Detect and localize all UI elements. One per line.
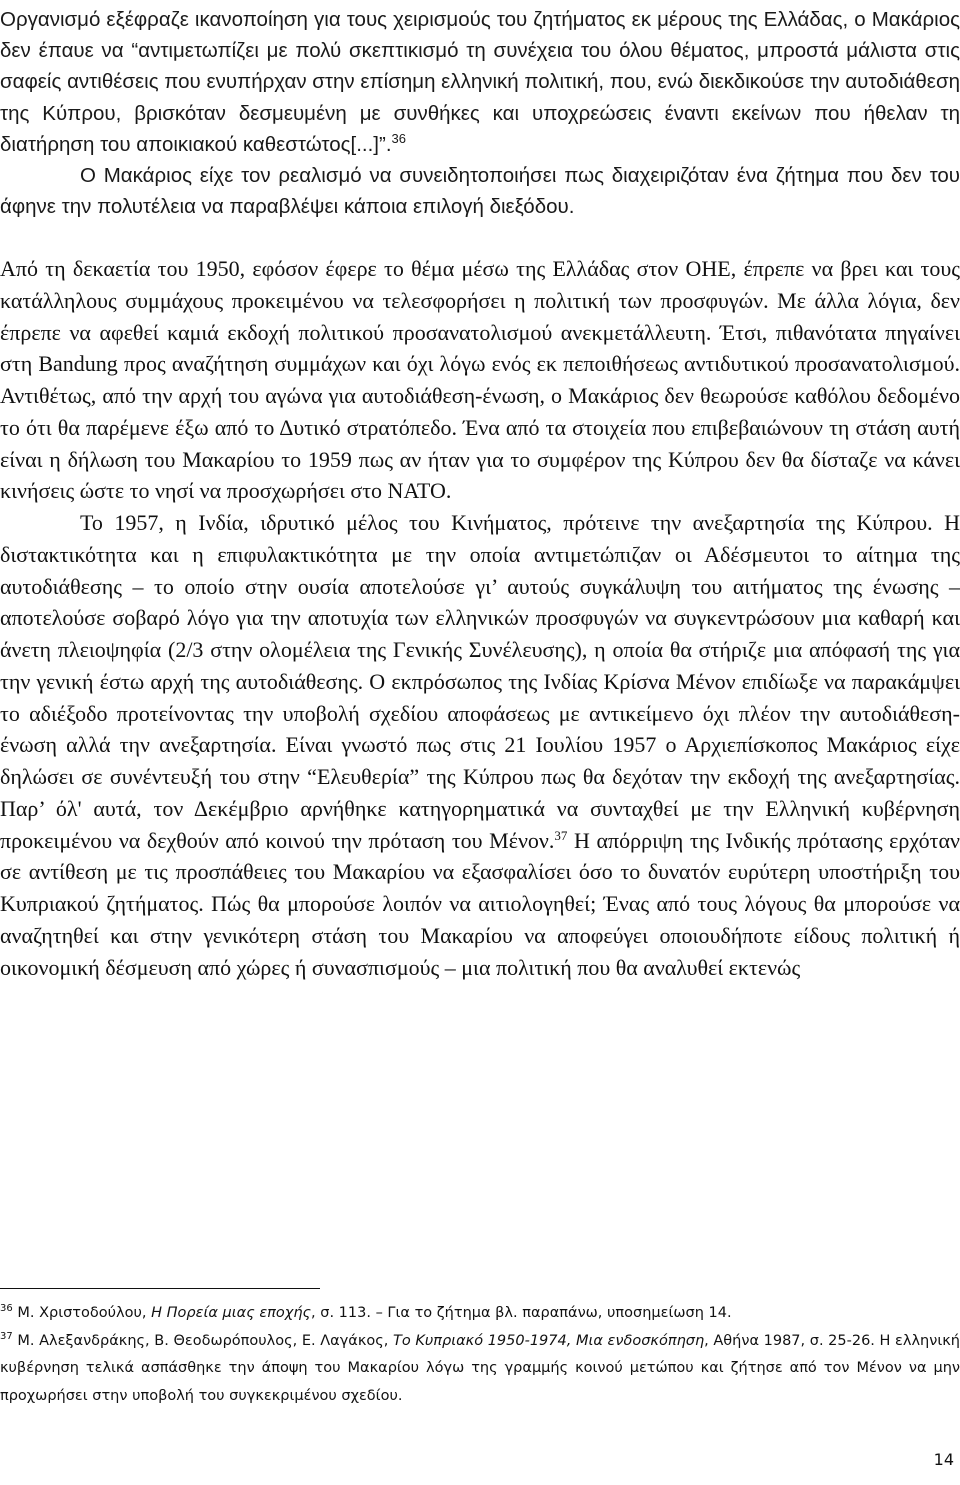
paragraph-india — [0, 507, 960, 983]
footnotes — [0, 1300, 960, 1410]
paragraph-text: Το 1957, η Ινδία, ιδρυτικό μέλος του Κινήματος, πρότεινε την ανεξαρτησία της Κύπρου. Η διστακτικότητα και η επιφυλακτικότητα με την οποία αντιμετώπιζαν οι Αδέσμευτοι το αίτημα της αυτοδιάθεσης – το οποίο στην ουσία αποτελούσε γι’ αυτούς συγκάλυψη του αιτήματος της ένωσης – αποτελούσε σοβαρό λόγο για την αποτυχία των ελληνικών προσφυγών να συγκεντρώσουν μια καθαρή και άνετη πλειοψηφία (2/3 στην ολομέλεια της Γενικής Συνέλευσης), η οποία θα στήριζε μια απόφασή της για την γενική έστω αρχή της αυτοδιάθεσης. Ο εκπρόσωπος της Ινδίας Κρίσνα Μένον επιδίωξε να παρακάμψει το αδιέξοδο προτείνοντας την υποβολή σχεδίου αποφάσεως με αντικείμενο όχι πλέον την αυτοδιάθεση-ένωση αλλά την ανεξαρτησία. Είναι γνωστό πως στις 21 Ιουλίου 1957 ο Αρχιεπίσκοπος Μακάριος είχε δηλώσει σε συνέντευξή του στην “Ελευθερία” της Κύπρου πως θα δεχόταν την εκδοχή της ανεξαρτησίας. Παρ’ όλ' αυτά, τον Δεκέμβριο αρνήθηκε κατηγορηματικά να συνταχθεί με την Ελληνική κυβέρνηση προκειμένου να δεχθούν από κοινού την πρόταση του Μένον. — [0, 510, 960, 853]
paragraph-text: Οργανισμό εξέφραζε ικανοποίηση για τους χειρισμούς του ζητήματος εκ μέρους της Ελλάδας, ο Μακάριος δεν έπαυε να “αντιμετωπίζει με πολύ σκεπτικισμό τη συνέχεια του όλου θέματος, μπροστά μάλιστα στις σαφείς αντιθέσεις που ενυπήρχαν στην επίσημη ελληνική πολιτική, που, ενώ διεκδικούσε την αυτοδιάθεση της Κύπρου, βρισκόταν δεσμευμένη με συνθήκες και υποχρεώσεις έναντι εκείνων που ήθελαν τη διατήρηση του αποικιακού καθεστώτος[...]”. — [0, 8, 960, 156]
footnote-separator — [0, 1288, 320, 1289]
paragraph-allies — [0, 253, 960, 507]
footnote-reference[interactable]: 36 — [391, 130, 406, 146]
footnote-36 — [0, 1300, 960, 1328]
paragraph-block-sans — [0, 4, 960, 222]
footnote-number: 36 — [0, 1303, 13, 1314]
paragraph-quote — [0, 4, 960, 160]
footnote-number: 37 — [0, 1330, 13, 1342]
footnote-author: Μ. Χριστοδούλου, — [17, 1305, 152, 1321]
paragraph-text: Ο Μακάριος είχε τον ρεαλισμό να συνειδητοποιήσει πως διαχειριζόταν ένα ζήτημα που δεν του άφηνε την πολυτέλεια να παραβλέψει κάποια επιλογή διεξόδου. — [0, 164, 960, 219]
footnote-title: Η Πορεία μιας εποχής — [151, 1305, 312, 1321]
paragraph-block-serif — [0, 253, 960, 983]
paragraph-realism — [0, 160, 960, 222]
footnote-title: Το Κυπριακό 1950-1974, Μια ενδοσκόπηση — [393, 1332, 705, 1349]
footnote-rest: , Αθήνα 1987, σ. 25-26. Η ελληνική κυβέρνηση τελικά ασπάσθηκε την άποψη του Μακαρίου λόγω της γραμμής κοινού μετώπου και ζήτησε από τον Μένον να μην προχωρήσει στην υποβολή του συγκεκριμένου σχεδίου. — [0, 1332, 960, 1404]
footnote-rest: , σ. 113. – Για το ζήτημα βλ. παραπάνω, υποσημείωση 14. — [311, 1305, 732, 1321]
footnote-reference[interactable]: 37 — [554, 827, 568, 843]
paragraph-text: Η απόρριψη της Ινδικής πρότασης ερχόταν σε αντίθεση με τις προσπάθειες του Μακαρίου να εξασφαλίσει όσο το δυνατόν ευρύτερη υποστήριξη του Κυπριακού ζητήματος. Πώς θα μπορούσε λοιπόν να αιτιολογηθεί; Ένας από τους λόγους θα μπορούσε να αναζητηθεί και στην γενικότερη στάση του Μακαρίου να αποφεύγει οποιουδήποτε είδους πολιτική ή οικονομική δέσμευση από χώρες ή συνασπισμούς – μια πολιτική που θα αναλυθεί εκτενώς — [0, 827, 960, 980]
page-number: 14 — [933, 1450, 954, 1469]
footnote-author: Μ. Αλεξανδράκης, Β. Θεοδωρόπουλος, Ε. Λαγάκος, — [17, 1332, 394, 1349]
paragraph-text: Από τη δεκαετία του 1950, εφόσον έφερε το θέμα μέσω της Ελλάδας στον ΟΗΕ, έπρεπε να βρει και τους κατάλληλους συμμάχους προκειμένου να τελεσφορήσει η πολιτική των προσφυγών. Με άλλα λόγια, δεν έπρεπε να αφεθεί καμιά εκδοχή πολιτικού προσανατολισμού ανεκμετάλλευτη. Έτσι, πιθανότατα πηγαίνει στη Bandung προς αναζήτηση συμμάχων και όχι λόγω ενός εκ πεποιθήσεως αντιδυτικού προσανατολισμού. Αντιθέτως, από την αρχή του αγώνα για αυτοδιάθεση-ένωση, ο Μακάριος δεν θεωρούσε καθόλου δεδομένο το ότι θα παρέμενε έξω από το Δυτικό στρατόπεδο. Ένα από τα στοιχεία που επιβεβαιώνουν τη στάση αυτή είναι η δήλωση του Μακαρίου το 1959 πως αν ήταν για το συμφέρον της Κύπρου δεν θα δίσταζε να κάνει κινήσεις ώστε το νησί να προσχωρήσει στο ΝΑΤΟ. — [0, 256, 960, 504]
footnote-37 — [0, 1328, 960, 1411]
